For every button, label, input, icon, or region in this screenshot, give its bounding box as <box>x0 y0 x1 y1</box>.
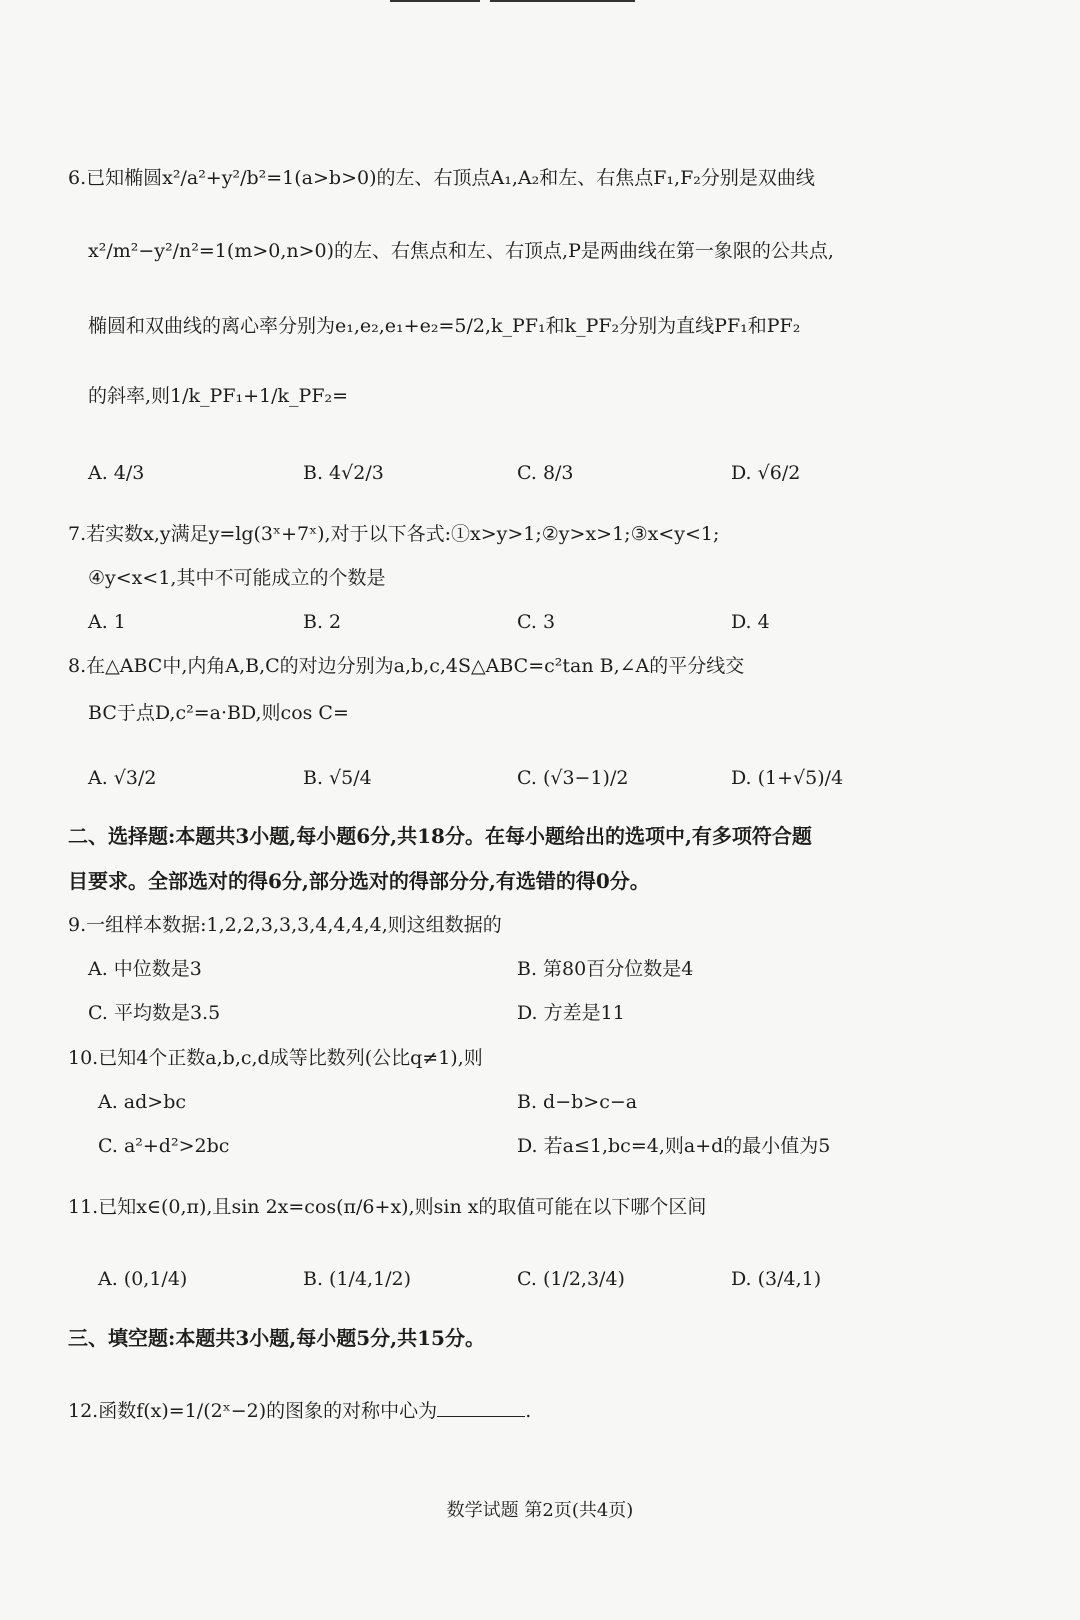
q6-option-d: D. √6/2 <box>731 462 801 484</box>
q7-option-b: B. 2 <box>303 611 342 633</box>
q12-end: . <box>525 1400 532 1422</box>
q11-option-d: D. (3/4,1) <box>731 1268 822 1290</box>
q12-stem: 12.函数f(x)=1/(2ˣ−2)的图象的对称中心为 <box>68 1400 438 1422</box>
q10-stem: 10.已知4个正数a,b,c,d成等比数列(公比q≠1),则 <box>68 1047 483 1069</box>
q8-option-b: B. √5/4 <box>303 767 372 789</box>
q10-option-c: C. a²+d²>2bc <box>98 1135 230 1157</box>
q7-line-2: ④y<x<1,其中不可能成立的个数是 <box>88 567 386 589</box>
q6-option-a: A. 4/3 <box>88 462 145 484</box>
q10-option-b: B. d−b>c−a <box>517 1091 638 1113</box>
q8-option-c: C. (√3−1)/2 <box>517 767 629 789</box>
page-footer: 数学试题 第2页(共4页) <box>446 1500 634 1521</box>
q9-option-a: A. 中位数是3 <box>88 958 202 980</box>
q7-line-1: 7.若实数x,y满足y=lg(3ˣ+7ˣ),对于以下各式:①x>y>1;②y>x>1;③x<y<1; <box>68 523 720 545</box>
q6-option-c: C. 8/3 <box>517 462 574 484</box>
q8-option-d: D. (1+√5)/4 <box>731 767 844 789</box>
q10-option-a: A. ad>bc <box>98 1091 187 1113</box>
q8-line-2: BC于点D,c²=a·BD,则cos C= <box>88 702 349 724</box>
q11-option-a: A. (0,1/4) <box>98 1268 188 1290</box>
q7-option-a: A. 1 <box>88 611 126 633</box>
section-2-instructions: 目要求。全部选对的得6分,部分选对的得部分分,有选错的得0分。 <box>68 869 650 893</box>
q7-option-d: D. 4 <box>731 611 770 633</box>
q9-option-d: D. 方差是11 <box>517 1002 625 1024</box>
q6-line-2: x²/m²−y²/n²=1(m>0,n>0)的左、右焦点和左、右顶点,P是两曲线在第一象限的公共点, <box>88 240 834 262</box>
q6-line-3: 椭圆和双曲线的离心率分别为e₁,e₂,e₁+e₂=5/2,k_PF₁和k_PF₂分别为直线PF₁和PF₂ <box>88 315 801 337</box>
q8-line-1: 8.在△ABC中,内角A,B,C的对边分别为a,b,c,4S△ABC=c²tan B,∠A的平分线交 <box>68 655 745 677</box>
q6-line-4: 的斜率,则1/k_PF₁+1/k_PF₂= <box>88 385 349 407</box>
q7-option-c: C. 3 <box>517 611 556 633</box>
section-2-heading: 二、选择题:本题共3小题,每小题6分,共18分。在每小题给出的选项中,有多项符合题 <box>68 824 812 848</box>
q9-option-c: C. 平均数是3.5 <box>88 1002 221 1024</box>
q11-stem: 11.已知x∈(0,π),且sin 2x=cos(π/6+x),则sin x的取值可能在以下哪个区间 <box>68 1196 707 1218</box>
answer-blank <box>437 1398 525 1417</box>
q12-line <box>68 1398 531 1424</box>
q6-option-b: B. 4√2/3 <box>303 462 384 484</box>
q11-option-b: B. (1/4,1/2) <box>303 1268 412 1290</box>
q10-option-d: D. 若a≤1,bc=4,则a+d的最小值为5 <box>517 1135 831 1157</box>
q9-option-b: B. 第80百分位数是4 <box>517 958 694 980</box>
top-rule <box>390 0 480 2</box>
section-3-heading: 三、填空题:本题共3小题,每小题5分,共15分。 <box>68 1326 485 1350</box>
q11-option-c: C. (1/2,3/4) <box>517 1268 625 1290</box>
q6-line-1: 6.已知椭圆x²/a²+y²/b²=1(a>b>0)的左、右顶点A₁,A₂和左、右焦点F₁,F₂分别是双曲线 <box>68 167 815 189</box>
q8-option-a: A. √3/2 <box>88 767 157 789</box>
top-rule <box>490 0 635 2</box>
q9-stem: 9.一组样本数据:1,2,2,3,3,3,4,4,4,4,则这组数据的 <box>68 914 502 936</box>
